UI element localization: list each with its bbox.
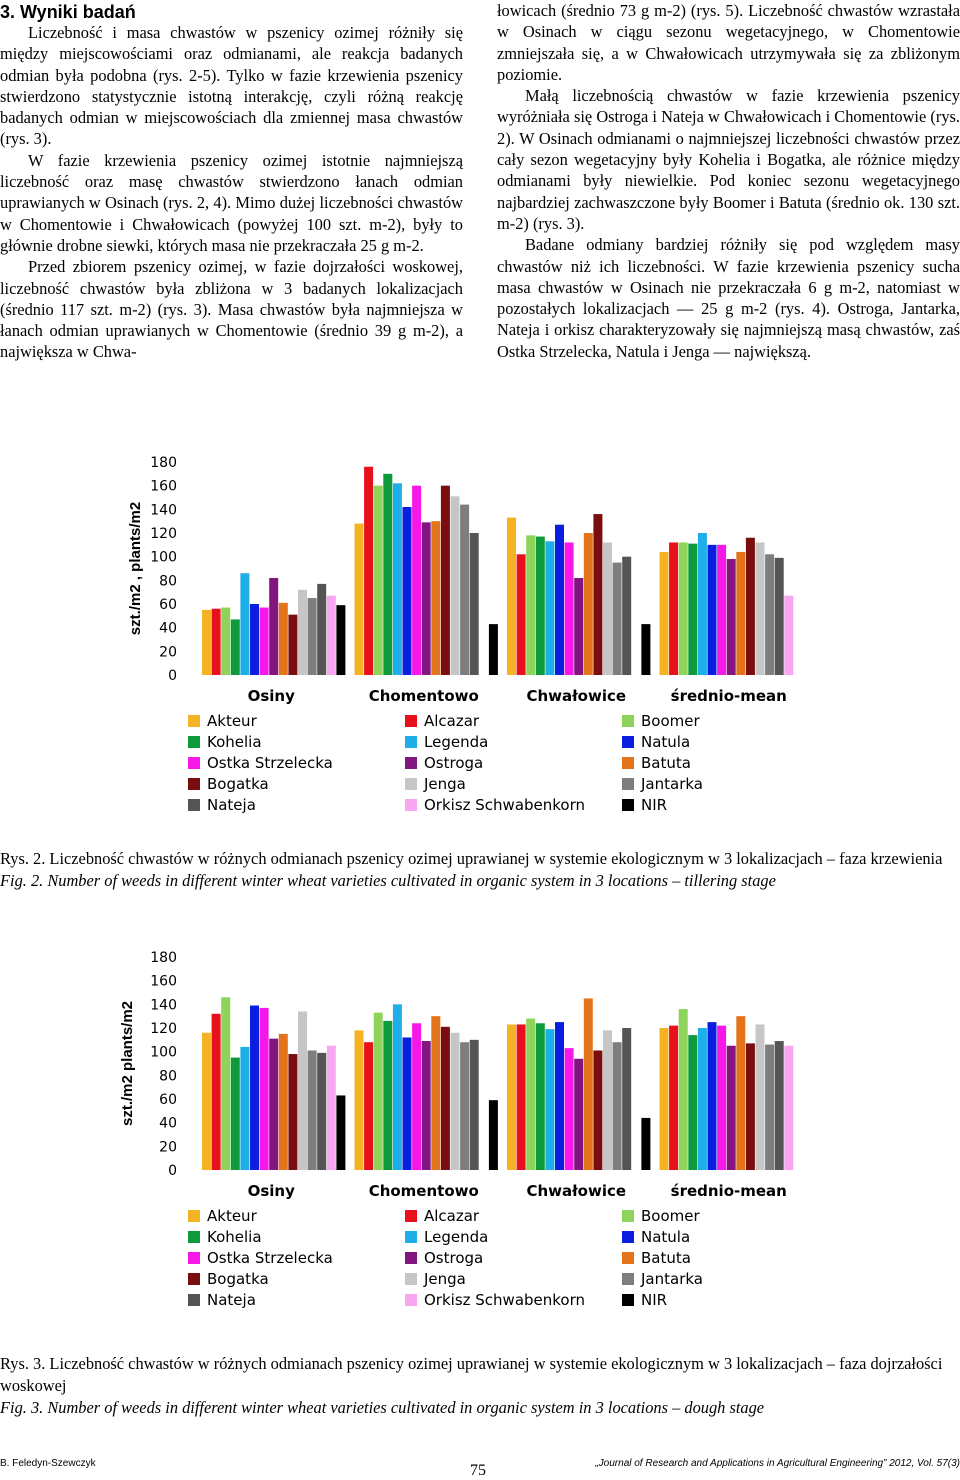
page-number: 75: [470, 1462, 486, 1479]
bar: [708, 1022, 717, 1170]
bar: [489, 624, 498, 675]
legend-label: Bogatka: [207, 775, 269, 793]
legend-label: Batuta: [641, 1249, 691, 1267]
legend-swatch: [188, 1273, 200, 1285]
bar: [765, 1045, 774, 1170]
bar: [536, 1023, 545, 1170]
bar: [355, 1030, 364, 1170]
bar: [603, 1030, 612, 1170]
legend-swatch: [622, 1273, 634, 1285]
legend-swatch: [188, 1231, 200, 1243]
legend-swatch: [622, 1252, 634, 1264]
bar: [240, 1047, 249, 1170]
bar: [613, 563, 622, 675]
legend-swatch: [405, 715, 417, 727]
bar: [298, 590, 307, 675]
bar: [717, 545, 726, 675]
bar: [708, 545, 717, 675]
legend-swatch: [622, 757, 634, 769]
y-tick-label: 180: [150, 455, 177, 471]
legend-label: Jenga: [424, 1270, 466, 1288]
y-tick-label: 160: [150, 973, 177, 990]
bar: [555, 525, 564, 675]
weed-count-chart-dough: [0, 945, 960, 1325]
bar: [317, 1053, 326, 1170]
bar: [355, 524, 364, 675]
bar: [288, 1054, 297, 1170]
category-label: Chwałowice: [526, 1182, 627, 1200]
figure-caption: [0, 848, 960, 892]
legend-label: NIR: [641, 1291, 668, 1309]
legend-swatch: [405, 1210, 417, 1222]
legend-swatch: [188, 1252, 200, 1264]
bar: [327, 1046, 336, 1170]
category-label: Osiny: [247, 687, 295, 705]
category-label: średnio-mean: [670, 1182, 787, 1200]
bar: [698, 1028, 707, 1170]
bar: [212, 1014, 221, 1170]
legend-label: Orkisz Schwabenkorn: [424, 1291, 586, 1309]
bar: [622, 1028, 631, 1170]
y-tick-label: 60: [159, 597, 177, 613]
category-label: Osiny: [247, 1182, 295, 1200]
bar: [775, 1041, 784, 1170]
bar: [336, 605, 345, 675]
bar: [364, 467, 373, 675]
legend-label: Boomer: [641, 1207, 700, 1225]
bar: [517, 554, 526, 675]
bar: [593, 514, 602, 675]
weed-count-chart-tillering: [0, 450, 960, 830]
bar: [202, 610, 211, 675]
bar: [756, 1024, 765, 1170]
chart-svg: [0, 450, 960, 830]
y-tick-label: 40: [159, 1115, 177, 1132]
bar: [393, 483, 402, 675]
y-tick-label: 80: [159, 573, 177, 590]
bar: [593, 1050, 602, 1170]
bar: [202, 1033, 211, 1170]
bar: [622, 557, 631, 675]
caption-polish: Rys. 2. Liczebność chwastów w różnych odmianach pszenicy ozimej uprawianej w systemie ekologicznym w 3 lokalizacjach – faza krzewienia: [0, 849, 943, 868]
bar: [584, 533, 593, 675]
legend-label: Batuta: [641, 754, 691, 772]
legend-label: Ostka Strzelecka: [207, 754, 333, 772]
bar: [536, 537, 545, 675]
bar: [784, 596, 793, 675]
y-tick-label: 20: [159, 644, 177, 661]
bar: [393, 1004, 402, 1170]
text-column-right: [497, 0, 960, 362]
bar: [736, 552, 745, 675]
y-tick-label: 60: [159, 1092, 177, 1108]
bar: [308, 1050, 317, 1170]
legend-swatch: [405, 736, 417, 748]
bar: [279, 603, 288, 675]
bar: [279, 1034, 288, 1170]
legend-swatch: [405, 1273, 417, 1285]
bar: [231, 1058, 240, 1170]
paragraph: W fazie krzewienia pszenicy ozimej istotnie najmniejszą liczebność oraz masę chwastów stwierdzono łanach odmian uprawianych w Osinach (rys. 2, 4). Mimo dużej liczebności chwastów w Chomentowie i Chwałowicach (powyżej 100 szt. m-2), były to głównie drobne siewki, których masa nie przekraczała 25 g m-2.: [0, 150, 463, 255]
bar: [240, 573, 249, 675]
legend-swatch: [405, 1252, 417, 1264]
bar: [336, 1095, 345, 1170]
bar: [555, 1022, 564, 1170]
y-axis-label: szt./m2 plants/m2: [119, 1000, 136, 1127]
legend-label: Jantarka: [641, 775, 703, 793]
caption-english: Fig. 2. Number of weeds in different winter wheat varieties cultivated in organic system in 3 locations – tillering stage: [0, 871, 776, 890]
category-label: Chomentowo: [368, 1182, 479, 1200]
y-axis-label: szt./m2 , plants/m2: [127, 501, 144, 636]
text-column-left: [0, 22, 463, 363]
legend-label: Natula: [641, 1228, 691, 1246]
bar: [679, 542, 688, 675]
bar: [412, 1023, 421, 1170]
bar: [565, 1048, 574, 1170]
bar: [383, 1021, 392, 1170]
bar: [250, 1006, 259, 1170]
y-tick-label: 40: [159, 620, 177, 637]
bar: [526, 1019, 535, 1170]
bar: [451, 1033, 460, 1170]
bar: [431, 521, 440, 675]
legend-label: Orkisz Schwabenkorn: [424, 796, 586, 814]
bar: [412, 486, 421, 675]
bar: [460, 505, 469, 675]
legend-swatch: [405, 1231, 417, 1243]
y-tick-label: 80: [159, 1068, 177, 1085]
legend-swatch: [405, 1294, 417, 1306]
legend-label: Kohelia: [207, 1228, 262, 1246]
legend-label: Jenga: [424, 775, 466, 793]
legend-swatch: [188, 1294, 200, 1306]
legend-swatch: [405, 799, 417, 811]
caption-english: Fig. 3. Number of weeds in different winter wheat varieties cultivated in organic system in 3 locations – dough stage: [0, 1398, 765, 1417]
bar: [422, 1041, 431, 1170]
legend-label: NIR: [641, 796, 668, 814]
legend-label: Nateja: [207, 1291, 256, 1309]
legend-label: Jantarka: [641, 1270, 703, 1288]
legend-swatch: [188, 757, 200, 769]
y-tick-label: 100: [150, 1044, 177, 1061]
legend-label: Alcazar: [424, 1207, 480, 1225]
legend-label: Akteur: [207, 1207, 257, 1225]
y-tick-label: 0: [168, 668, 177, 684]
bar: [603, 542, 612, 675]
legend-swatch: [622, 1210, 634, 1222]
bar: [441, 1027, 450, 1170]
bar: [517, 1024, 526, 1170]
legend-swatch: [405, 778, 417, 790]
bar: [269, 1039, 278, 1170]
bar: [669, 542, 678, 675]
bar: [784, 1046, 793, 1170]
bar: [507, 518, 516, 675]
bar: [250, 604, 259, 675]
bar: [231, 619, 240, 675]
bar: [727, 559, 736, 675]
footer-author: B. Feledyn-Szewczyk: [0, 1458, 96, 1469]
section-heading: 3. Wyniki badań: [0, 2, 136, 22]
bar: [736, 1016, 745, 1170]
bar: [584, 998, 593, 1170]
bar: [698, 533, 707, 675]
bar: [403, 1037, 412, 1170]
bar: [613, 1042, 622, 1170]
legend-label: Alcazar: [424, 712, 480, 730]
bar: [669, 1026, 678, 1170]
legend-swatch: [622, 778, 634, 790]
bar: [660, 552, 669, 675]
legend-swatch: [622, 736, 634, 748]
bar: [298, 1011, 307, 1170]
bar: [431, 1016, 440, 1170]
caption-polish: Rys. 3. Liczebność chwastów w różnych odmianach pszenicy ozimej uprawianej w systemie ekologicznym w 3 lokalizacjach – faza dojrzałości woskowej: [0, 1354, 943, 1395]
bar: [565, 542, 574, 675]
bar: [756, 542, 765, 675]
legend-label: Legenda: [424, 733, 489, 751]
bar: [374, 1013, 383, 1170]
legend-swatch: [622, 715, 634, 727]
bar: [317, 584, 326, 675]
paragraph: łowicach (średnio 73 g m-2) (rys. 5). Liczebność chwastów wzrastała w Osinach w ciągu sezonu wegetacyjnego, w Chomentowie zmniejszała się, a w Chwałowicach utrzymywała się za zbliżonym poziomie.: [497, 1, 960, 84]
bar: [574, 1059, 583, 1170]
bar: [374, 486, 383, 675]
bar: [526, 535, 535, 675]
bar: [688, 1035, 697, 1170]
bar: [775, 558, 784, 675]
bar: [269, 578, 278, 675]
y-tick-label: 0: [168, 1163, 177, 1179]
y-tick-label: 180: [150, 950, 177, 966]
bar: [221, 997, 230, 1170]
legend-swatch: [188, 778, 200, 790]
bar: [221, 608, 230, 675]
bar: [660, 1028, 669, 1170]
bar: [717, 1026, 726, 1170]
legend-label: Ostka Strzelecka: [207, 1249, 333, 1267]
legend-swatch: [622, 1294, 634, 1306]
bar: [507, 1024, 516, 1170]
bar: [688, 544, 697, 675]
bar: [308, 598, 317, 675]
bar: [327, 596, 336, 675]
chart-svg: [0, 945, 960, 1325]
bar: [288, 615, 297, 675]
category-label: Chomentowo: [368, 687, 479, 705]
legend-swatch: [188, 715, 200, 727]
paragraph: Małą liczebnością chwastów w fazie krzewienia pszenicy wyróżniała się Ostroga i Nateja w Chwałowicach i Chomentowie (rys. 2). W Osinach odmianami o najmniejszej liczebności chwastów przez cały sezon wegetacyjny były Kohelia i Bogatka, ale różnice między odmianami były niewielkie. Pod koniec sezonu wegetacyjnego najbardziej zachwaszczone były Boomer i Batuta (średnio ok. 130 szt. m-2) (rys. 3).: [497, 86, 960, 233]
figure-caption: [0, 1353, 960, 1419]
bar: [260, 608, 269, 675]
paragraph: Badane odmiany bardziej różniły się pod względem masy chwastów niż ich liczebności. W fazie krzewienia pszenicy sucha masa chwastów w Osinach nie przekraczała 6 g m-2, natomiast w pozostałych lokalizacjach — 25 g m-2 (rys. 4). Ostroga, Jantarka, Nateja i orkisz charakteryzowały się najmniejszą masą chwastów, zaś Ostka Strzelecka, Natula i Jenga — największą.: [497, 235, 960, 361]
bar: [451, 496, 460, 675]
paragraph: Przed zbiorem pszenicy ozimej, w fazie dojrzałości woskowej, liczebność chwastów była zbliżona w 3 badanych lokalizacjach (średnio 117 szt. m-2) (rys. 3). Masa chwastów była najmniejsza w łanach odmian uprawianych w Chomentowie (średnio 39 g m-2), a największa w Chwa-: [0, 257, 463, 362]
legend-swatch: [622, 799, 634, 811]
bar: [460, 1042, 469, 1170]
bar: [441, 486, 450, 675]
bar: [545, 1029, 554, 1170]
bar: [470, 533, 479, 675]
bar: [470, 1040, 479, 1170]
y-tick-label: 140: [150, 997, 177, 1014]
paragraph: Liczebność i masa chwastów w pszenicy ozimej różniły się między miejscowościami oraz odmianami, ale reakcja badanych odmian była podobna (rys. 2-5). Tylko w fazie krzewienia pszenicy stwierdzono statystycznie istotną interakcję, czyli różną reakcję badanych odmian w miejscowościach dla zmiennej masa chwastów (rys. 3).: [0, 23, 463, 149]
legend-label: Natula: [641, 733, 691, 751]
legend-swatch: [405, 757, 417, 769]
bar: [727, 1046, 736, 1170]
legend-label: Kohelia: [207, 733, 262, 751]
y-tick-label: 20: [159, 1139, 177, 1156]
bar: [489, 1100, 498, 1170]
legend-label: Boomer: [641, 712, 700, 730]
bar: [765, 554, 774, 675]
y-tick-label: 160: [150, 478, 177, 495]
y-tick-label: 120: [150, 1021, 177, 1037]
legend-swatch: [188, 1210, 200, 1222]
bar: [383, 474, 392, 675]
bar: [679, 1009, 688, 1170]
y-tick-label: 120: [150, 526, 177, 542]
category-label: Chwałowice: [526, 687, 627, 705]
bar: [545, 541, 554, 675]
legend-label: Legenda: [424, 1228, 489, 1246]
legend-label: Nateja: [207, 796, 256, 814]
bar: [403, 507, 412, 675]
legend-label: Ostroga: [424, 754, 484, 772]
legend-swatch: [622, 1231, 634, 1243]
legend-label: Bogatka: [207, 1270, 269, 1288]
bar: [364, 1042, 373, 1170]
bar: [641, 1118, 650, 1170]
bar: [746, 538, 755, 675]
category-label: średnio-mean: [670, 687, 787, 705]
legend-label: Ostroga: [424, 1249, 484, 1267]
legend-label: Akteur: [207, 712, 257, 730]
y-tick-label: 100: [150, 549, 177, 566]
bar: [212, 609, 221, 675]
y-tick-label: 140: [150, 502, 177, 519]
bar: [641, 624, 650, 675]
bar: [422, 522, 431, 675]
legend-swatch: [188, 799, 200, 811]
bar: [260, 1008, 269, 1170]
legend-swatch: [188, 736, 200, 748]
footer-journal: „Journal of Research and Applications in Agricultural Engineering” 2012, Vol. 57(3): [595, 1458, 960, 1469]
bar: [574, 578, 583, 675]
bar: [746, 1043, 755, 1170]
